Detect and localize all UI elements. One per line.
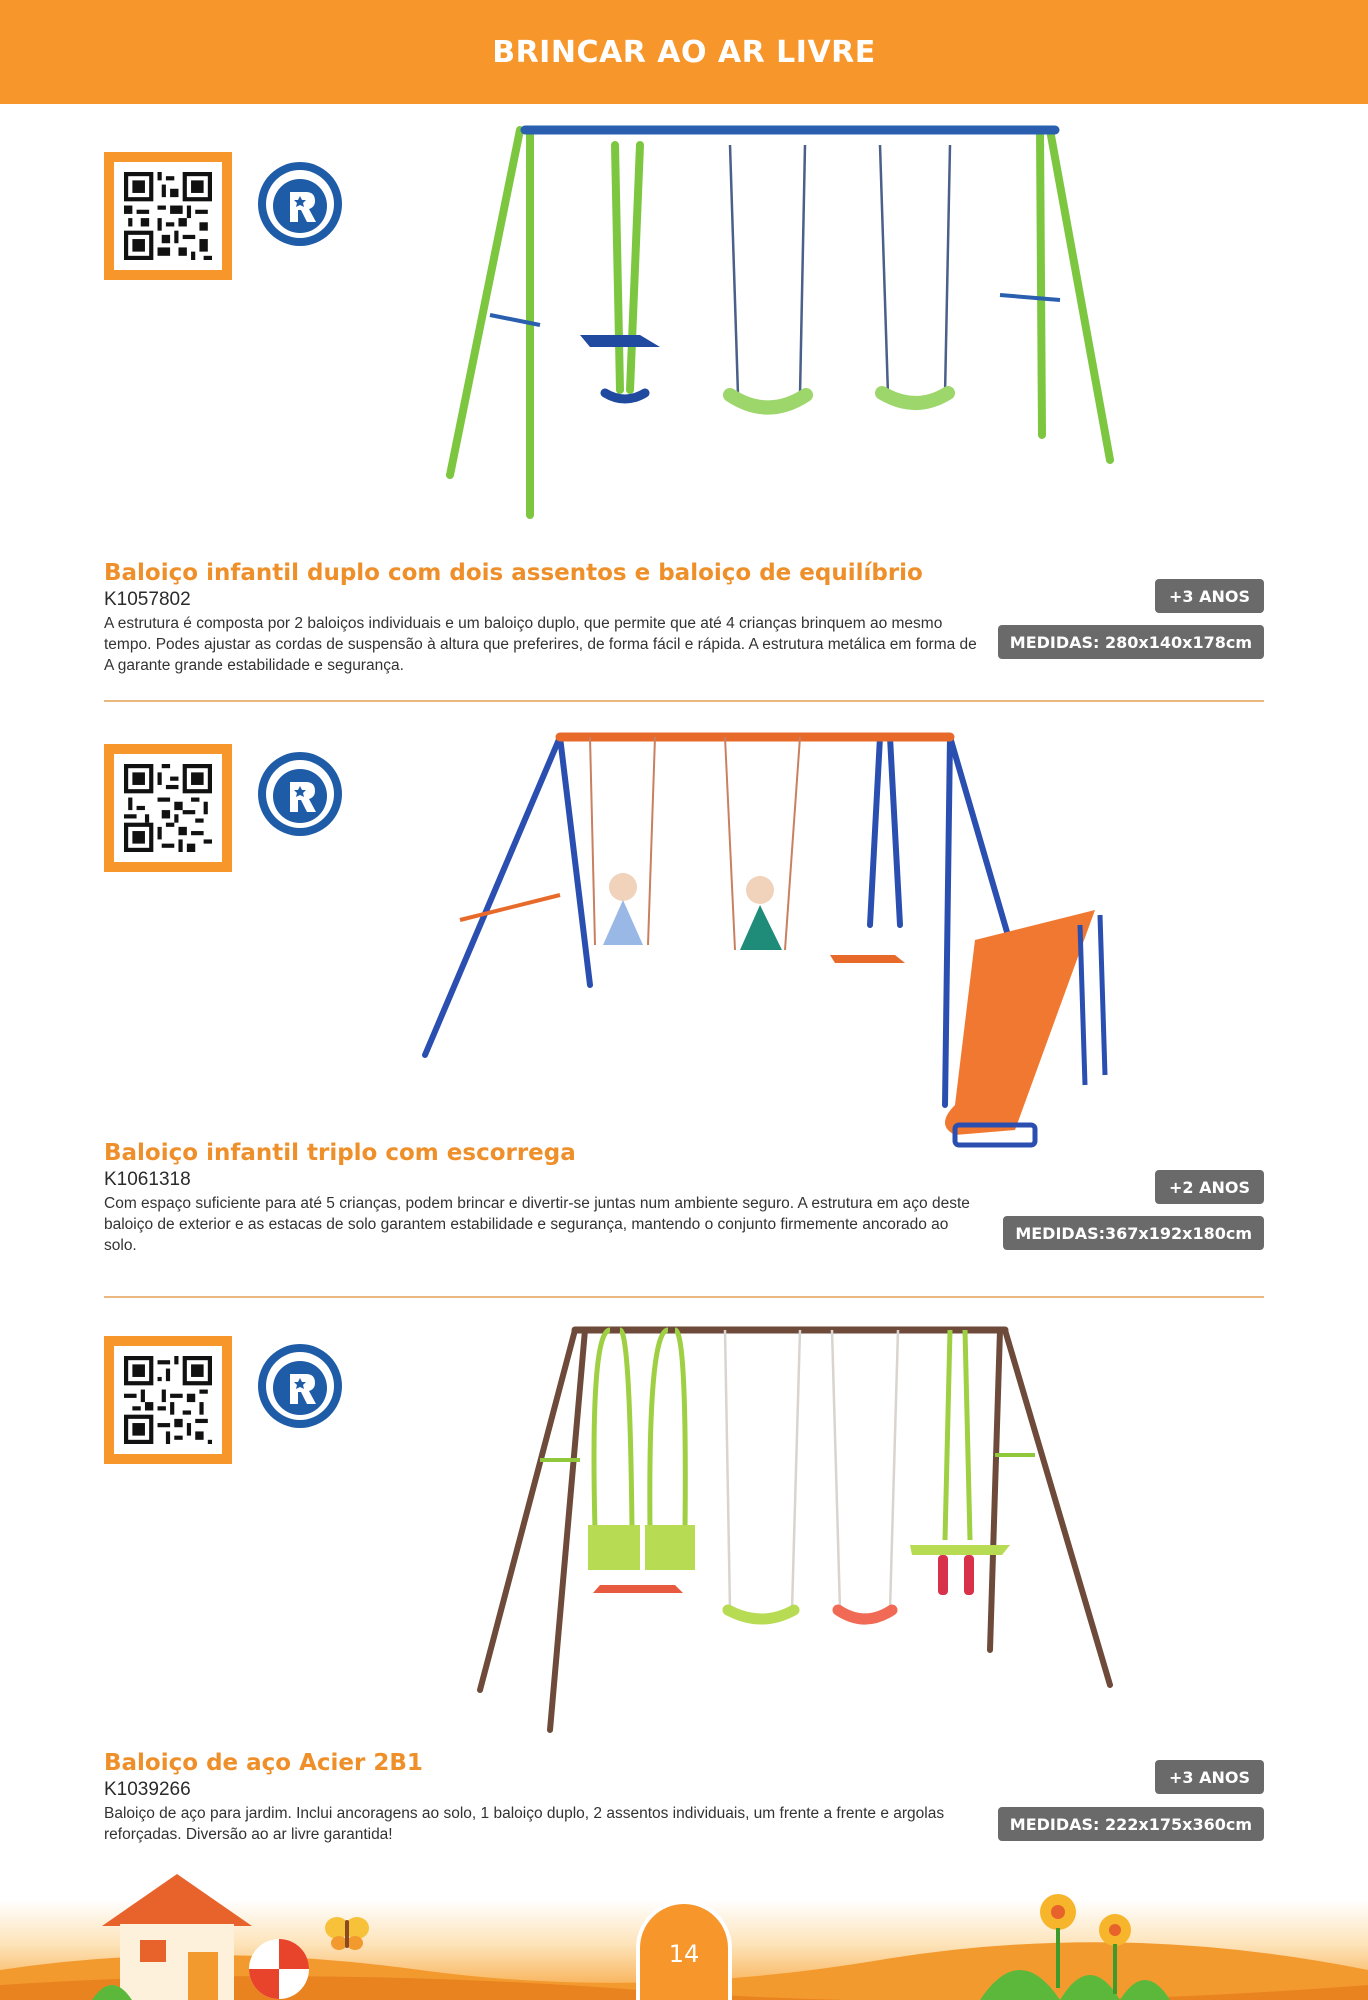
product-description: Baloiço de aço para jardim. Inclui ancoragens ao solo, 1 baloiço duplo, 2 assentos individuais, um frente a frente e argolas reforçadas. Diversão ao ar livre garantida! [104, 1805, 945, 1843]
age-badge: +2 ANOS [1155, 1170, 1264, 1204]
qr-code-icon [124, 764, 212, 852]
age-badge: +3 ANOS [1155, 1760, 1264, 1794]
qr-code[interactable] [104, 744, 232, 872]
house-illustration [92, 1868, 262, 2000]
product-sku: K1057802 [104, 589, 191, 610]
toys-r-us-logo-icon [256, 160, 344, 248]
toys-r-us-logo-icon [256, 750, 344, 838]
page-number: 14 [636, 1900, 732, 2000]
section-divider [104, 700, 1264, 702]
product-title: Baloiço infantil duplo com dois assentos e baloiço de equilíbrio [104, 560, 923, 586]
age-badge: +3 ANOS [1155, 579, 1264, 613]
butterfly-icon [324, 1914, 370, 1952]
product-description: Com espaço suficiente para até 5 crianças, podem brincar e divertir-se juntas num ambiente seguro. A estrutura em aço deste baloiço de exterior e as estacas de solo garantem estabilidade e segurança, mantendo o conjunto firmemente ancorado ao solo. [104, 1195, 970, 1254]
product-sku: K1061318 [104, 1169, 191, 1190]
measures-badge: MEDIDAS: 222x175x360cm [998, 1807, 1264, 1841]
product-photo-triple-swing-slide [420, 725, 1120, 1165]
qr-code[interactable] [104, 152, 232, 280]
section-divider [104, 1296, 1264, 1298]
measures-badge: MEDIDAS: 280x140x178cm [998, 625, 1264, 659]
product-description: A estrutura é composta por 2 baloiços individuais e um baloiço duplo, que permite que até 4 crianças brinquem ao mesmo tempo. Podes ajustar as cordas de suspensão à altura que preferires, de forma fácil e rápida. A estrutura metálica em forma de A garante grande estabilidade e segurança. [104, 615, 977, 674]
qr-code-icon [124, 172, 212, 260]
venda-360-badge[interactable] [256, 750, 344, 838]
page-header [0, 0, 1368, 104]
product-sku: K1039266 [104, 1779, 191, 1800]
flowers-illustration [980, 1888, 1170, 2000]
venda-360-badge[interactable] [256, 160, 344, 248]
product-photo-steel-swing [470, 1310, 1130, 1740]
qr-code[interactable] [104, 1336, 232, 1464]
venda-360-badge[interactable] [256, 1342, 344, 1430]
product-title: Baloiço infantil triplo com escorrega [104, 1140, 576, 1166]
product-photo-double-swing [430, 115, 1150, 535]
product-title: Baloiço de aço Acier 2B1 [104, 1750, 423, 1776]
beach-ball-illustration [248, 1938, 310, 2000]
toys-r-us-logo-icon [256, 1342, 344, 1430]
measures-badge: MEDIDAS:367x192x180cm [1003, 1216, 1264, 1250]
page-title: BRINCAR AO AR LIVRE [492, 34, 876, 70]
qr-code-icon [124, 1356, 212, 1444]
